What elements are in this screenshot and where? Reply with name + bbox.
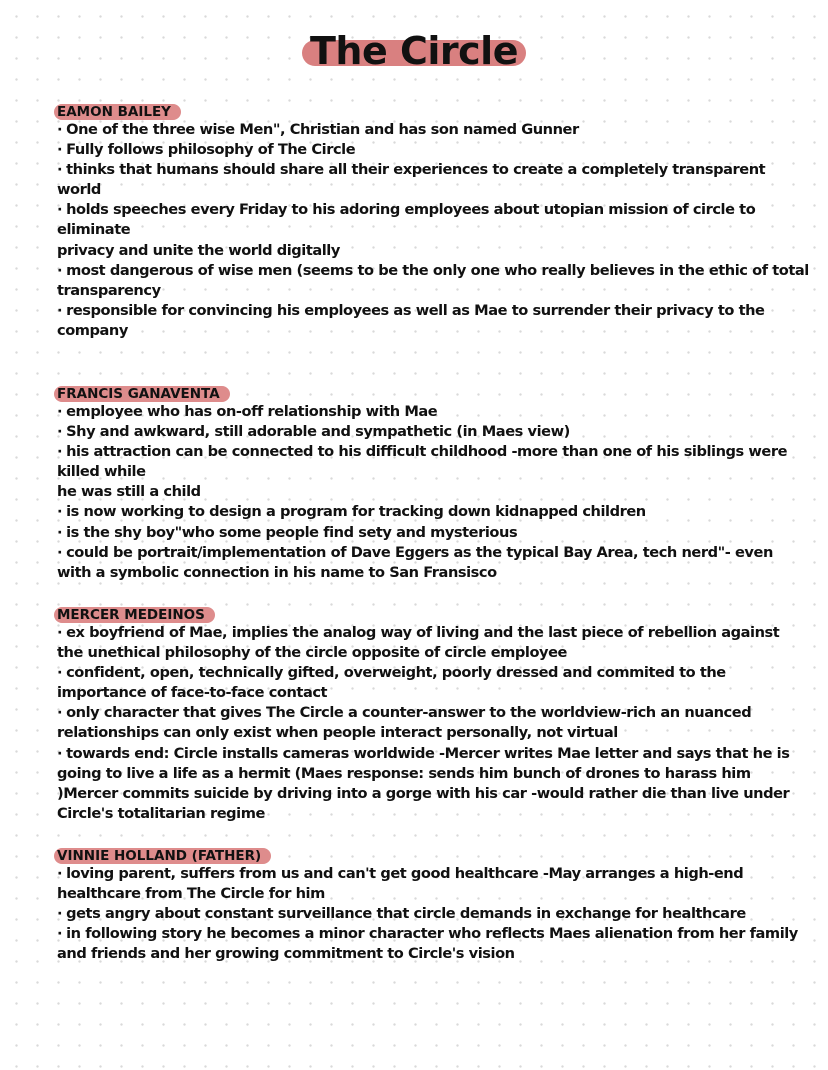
bullet-item: · loving parent, suffers from us and can't get good healthcare -May arranges a high-end healthcare from The Circle for him <box>57 864 809 904</box>
bullet-item: · towards end: Circle installs cameras worldwide -Mercer writes Mae letter and says that he is going to live a life as a hermit (Maes response: sends him bunch of drones to harass him )Mercer commits suicide by driving into a gorge with his car -would rather die than live under Circle's totalitarian regime <box>57 744 809 824</box>
bullet-list <box>57 623 809 824</box>
page-title: The Circle <box>302 26 526 76</box>
section-eamon-bailey <box>57 101 809 341</box>
section-vinnie-holland <box>57 845 809 964</box>
bullet-item: · ex boyfriend of Mae, implies the analog way of living and the last piece of rebellion against the unethical philosophy of the circle opposite of circle employee <box>57 623 809 663</box>
section-heading: FRANCIS GANAVENTA <box>57 386 226 401</box>
title-area <box>0 26 828 76</box>
bullet-item: · responsible for convincing his employees as well as Mae to surrender their privacy to the company <box>57 301 809 341</box>
section-francis-ganaventa <box>57 383 809 583</box>
bullet-item: · is the shy boy"who some people find sety and mysterious <box>57 523 809 543</box>
bullet-list <box>57 402 809 583</box>
bullet-item: · only character that gives The Circle a counter-answer to the worldview-rich an nuanced relationships can only exist when people interact personally, not virtual <box>57 703 809 743</box>
bullet-list <box>57 120 809 341</box>
section-mercer-medeinos <box>57 604 809 824</box>
bullet-item: · Shy and awkward, still adorable and sympathetic (in Maes view) <box>57 422 809 442</box>
bullet-item: · Fully follows philosophy of The Circle <box>57 140 809 160</box>
bullet-item: · confident, open, technically gifted, overweight, poorly dressed and commited to the importance of face-to-face contact <box>57 663 809 703</box>
section-heading: VINNIE HOLLAND (FATHER) <box>57 848 267 863</box>
bullet-item: · is now working to design a program for tracking down kidnapped children <box>57 502 809 522</box>
section-heading: MERCER MEDEINOS <box>57 607 211 622</box>
bullet-item: · gets angry about constant surveillance that circle demands in exchange for healthcare <box>57 904 809 924</box>
section-heading: EAMON BAILEY <box>57 104 177 119</box>
bullet-item: · thinks that humans should share all their experiences to create a completely transparent world <box>57 160 809 200</box>
bullet-item: · One of the three wise Men", Christian and has son named Gunner <box>57 120 809 140</box>
bullet-item: · in following story he becomes a minor character who reflects Maes alienation from her family and friends and her growing commitment to Circle's vision <box>57 924 809 964</box>
bullet-item: · holds speeches every Friday to his adoring employees about utopian mission of circle to eliminate privacy and unite the world digitally <box>57 200 809 260</box>
bullet-item: · employee who has on-off relationship with Mae <box>57 402 809 422</box>
bullet-item: · his attraction can be connected to his difficult childhood -more than one of his siblings were killed while he was still a child <box>57 442 809 502</box>
bullet-list <box>57 864 809 964</box>
bullet-item: · could be portrait/implementation of Dave Eggers as the typical Bay Area, tech nerd"- even with a symbolic connection in his name to San Fransisco <box>57 543 809 583</box>
bullet-item: · most dangerous of wise men (seems to be the only one who really believes in the ethic of total transparency <box>57 261 809 301</box>
